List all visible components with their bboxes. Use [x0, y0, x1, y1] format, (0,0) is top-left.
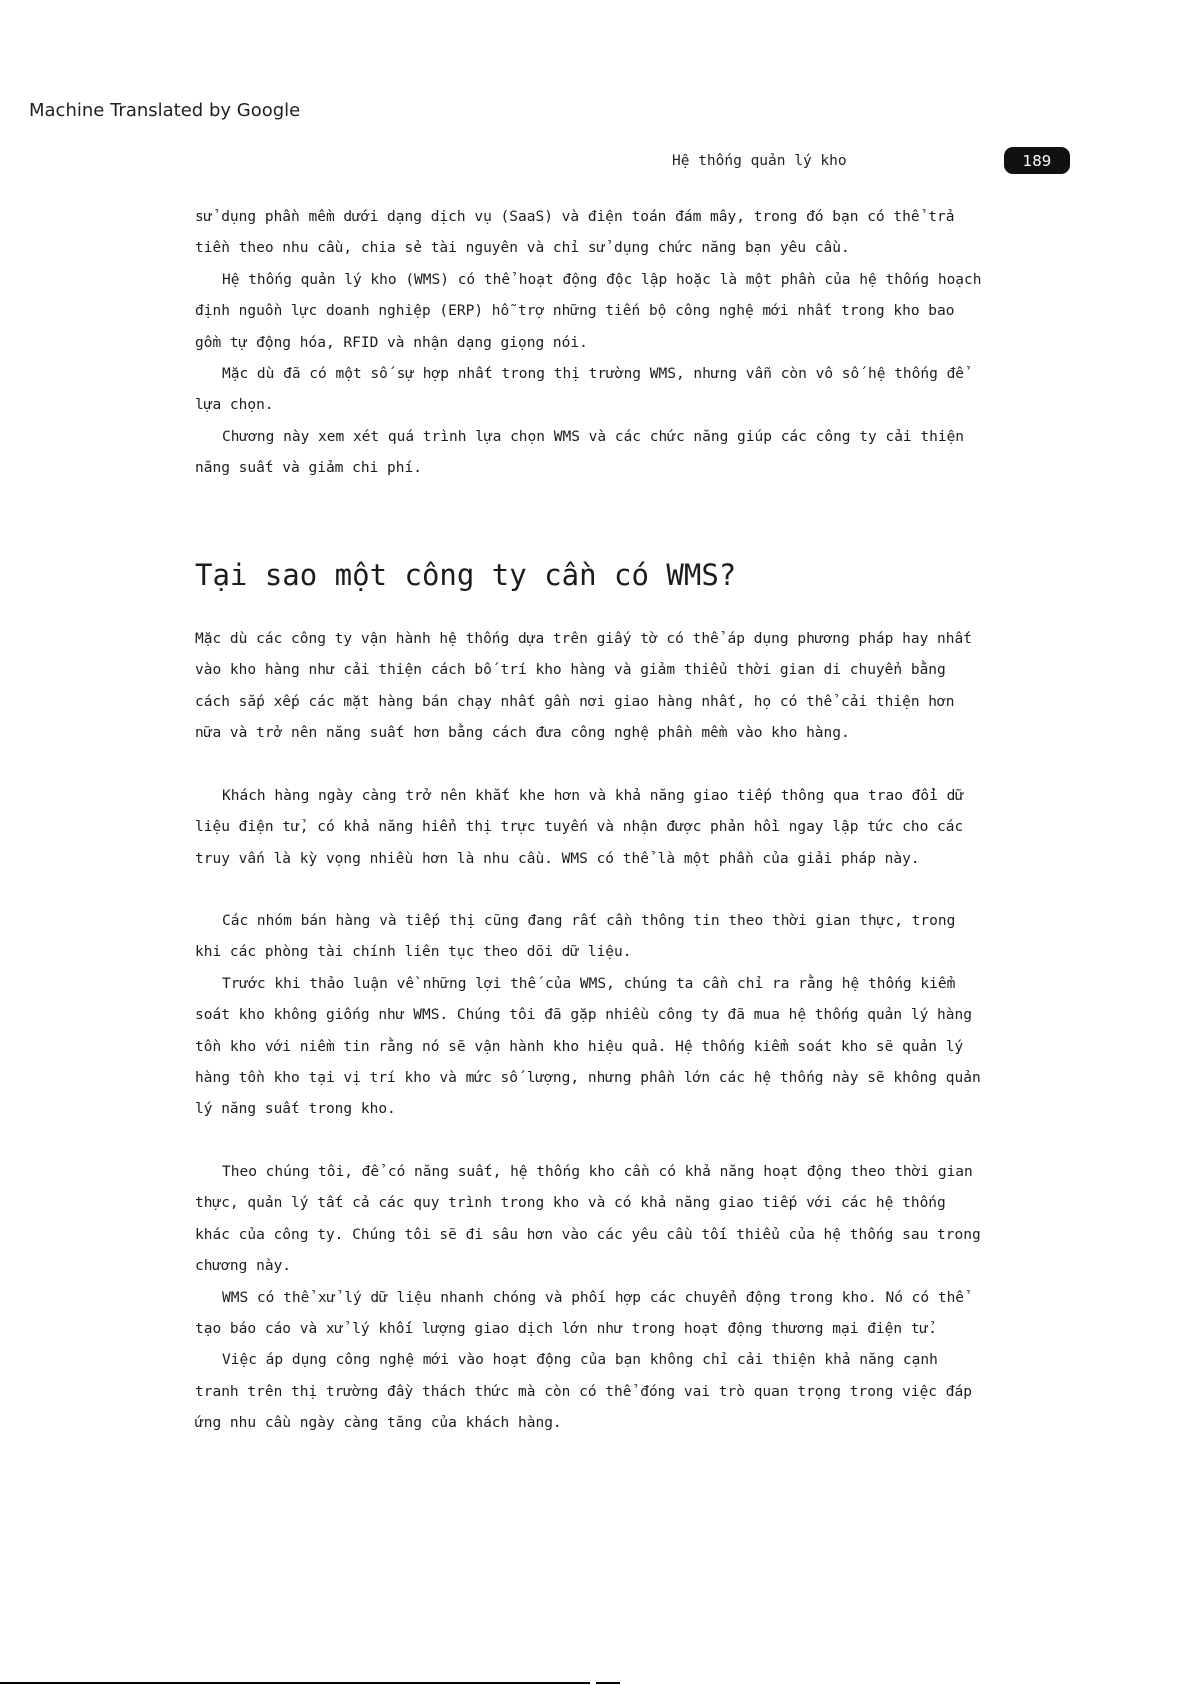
running-header-title: Hệ thống quản lý kho: [672, 153, 847, 169]
intro-paragraph: Chương này xem xét quá trình lựa chọn WMS và các chức năng giúp các công ty cải thiện năng suất và giảm chi phí.: [195, 428, 965, 477]
bottom-rule: [596, 1682, 620, 1684]
section-paragraph-block: [195, 1157, 985, 1440]
section-heading: Tại sao một công ty cần có WMS?: [195, 558, 737, 592]
section-paragraph-block: [195, 624, 985, 750]
body-paragraph: WMS có thể xử lý dữ liệu nhanh chóng và phối hợp các chuyển động trong kho. Nó có thể tạo báo cáo và xử lý khối lượng giao dịch lớn như trong hoạt động thương mại điện tử.: [195, 1289, 965, 1338]
bottom-rule: [0, 1682, 590, 1684]
section-paragraph-block: [195, 781, 985, 875]
body-paragraph: Các nhóm bán hàng và tiếp thị cũng đang rất cần thông tin theo thời gian thực, trong khi các phòng tài chính liên tục theo dõi dữ liệu.: [195, 913, 956, 961]
page-number-badge: 189: [1004, 147, 1070, 174]
machine-translation-banner: Machine Translated by Google: [29, 100, 301, 121]
intro-block: [195, 202, 985, 485]
section-paragraph-block: [195, 906, 985, 1126]
intro-paragraph: sử dụng phần mềm dưới dạng dịch vụ (SaaS) và điện toán đám mây, trong đó bạn có thể trả tiền theo nhu cầu, chia sẻ tài nguyên và chỉ sử dụng chức năng bạn yêu cầu.: [195, 209, 955, 257]
body-paragraph: Mặc dù các công ty vận hành hệ thống dựa trên giấy tờ có thể áp dụng phương pháp hay nhất vào kho hàng như cải thiện cách bố trí kho hàng và giảm thiểu thời gian di chuyển bằng cách sắp xếp các mặt hàng bán chạy nhất gần nơi giao hàng nhất, họ có thể cải thiện hơn nữa và trở nên năng suất hơn bằng cách đưa công nghệ phần mềm vào kho hàng.: [195, 631, 972, 742]
body-paragraph: Theo chúng tôi, để có năng suất, hệ thống kho cần có khả năng hoạt động theo thời gian thực, quản lý tất cả các quy trình trong kho và có khả năng giao tiếp với các hệ thống khác của công ty. Chúng tôi sẽ đi sâu hơn vào các yêu cầu tối thiểu của hệ thống sau trong chương này.: [195, 1164, 981, 1275]
body-paragraph: Khách hàng ngày càng trở nên khắt khe hơn và khả năng giao tiếp thông qua trao đổi dữ liệu điện tử, có khả năng hiển thị trực tuyến và nhận được phản hồi ngay lập tức cho các truy vấn là kỳ vọng nhiều hơn là nhu cầu. WMS có thể là một phần của giải pháp này.: [195, 788, 965, 867]
intro-paragraph: Mặc dù đã có một số sự hợp nhất trong thị trường WMS, nhưng vẫn còn vô số hệ thống để lựa chọn.: [195, 366, 965, 414]
body-paragraph: Trước khi thảo luận về những lợi thế của WMS, chúng ta cần chỉ ra rằng hệ thống kiểm soát kho không giống như WMS. Chúng tôi đã gặp nhiều công ty đã mua hệ thống quản lý hàng tồn kho với niềm tin rằng nó sẽ vận hành kho hiệu quả. Hệ thống kiểm soát kho sẽ quản lý hàng tồn kho tại vị trí kho và mức số lượng, nhưng phần lớn các hệ thống này sẽ không quản lý năng suất trong kho.: [195, 975, 981, 1118]
body-paragraph: Việc áp dụng công nghệ mới vào hoạt động của bạn không chỉ cải thiện khả năng cạnh tranh trên thị trường đầy thách thức mà còn có thể đóng vai trò quan trọng trong việc đáp ứng nhu cầu ngày càng tăng của khách hàng.: [195, 1352, 972, 1432]
intro-paragraph: Hệ thống quản lý kho (WMS) có thể hoạt động độc lập hoặc là một phần của hệ thống hoạch định nguồn lực doanh nghiệp (ERP) hỗ trợ những tiến bộ công nghệ mới nhất trong kho bao gồm tự động hóa, RFID và nhận dạng giọng nói.: [195, 271, 982, 351]
